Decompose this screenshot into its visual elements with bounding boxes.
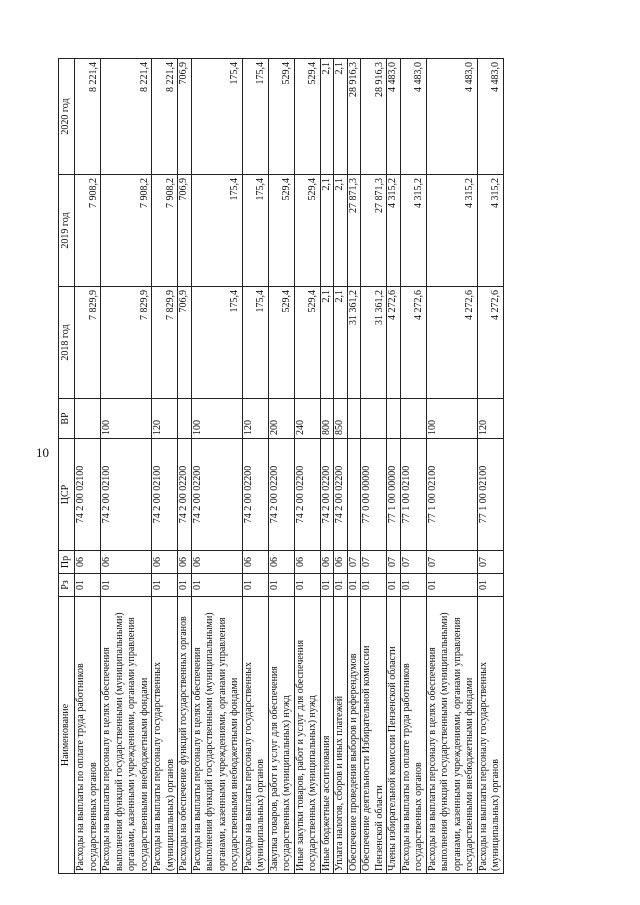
row-2020: 8 221,4 [75, 59, 101, 175]
row-name: Уплата налогов, сборов и иных платежей [334, 597, 348, 874]
page-number: 10 [36, 445, 49, 460]
row-name: Расходы на выплаты по оплате труда работников государственных органов [75, 597, 101, 874]
row-2020: 4 483,0 [400, 59, 426, 175]
row-pr: 06 [294, 551, 320, 574]
row-2020: 529,4 [294, 59, 320, 175]
row-2018: 2,1 [320, 287, 334, 399]
row-vr: 120 [242, 399, 268, 439]
row-2019: 706,9 [178, 175, 192, 287]
row-2019: 2,1 [320, 175, 334, 287]
table-row [320, 59, 334, 874]
table-row [268, 59, 294, 874]
row-2019: 7 908,2 [75, 175, 101, 287]
row-csr: 74 2 00 02100 [75, 439, 101, 551]
row-vr [387, 399, 401, 439]
row-vr [178, 399, 192, 439]
row-2019: 2,1 [334, 175, 348, 287]
row-csr: 74 2 00 02200 [294, 439, 320, 551]
row-pr: 06 [320, 551, 334, 574]
row-name: Закупка товаров, работ и услуг для обеспечения государственных (муниципальных) нужд [268, 597, 294, 874]
row-name: Иные закупки товаров, работ и услуг для обеспечения государственных (муниципальных) нужд [294, 597, 320, 874]
row-2020: 8 221,4 [152, 59, 178, 175]
row-vr: 120 [152, 399, 178, 439]
row-rz: 01 [191, 574, 242, 597]
row-vr: 850 [334, 399, 348, 439]
row-2018: 529,4 [294, 287, 320, 399]
row-rz: 01 [400, 574, 426, 597]
row-2019: 27 871,3 [361, 175, 387, 287]
row-csr: 77 0 00 00000 [361, 439, 387, 551]
row-rz: 01 [426, 574, 477, 597]
row-2018: 31 361,2 [361, 287, 387, 399]
row-csr: 77 1 00 00000 [387, 439, 401, 551]
row-2019: 4 315,2 [477, 175, 503, 287]
row-csr: 74 2 00 02200 [242, 439, 268, 551]
header-csr: ЦСР [59, 439, 75, 551]
row-2020: 28 916,3 [347, 59, 361, 175]
row-name: Иные бюджетные ассигнования [320, 597, 334, 874]
row-rz: 01 [387, 574, 401, 597]
row-2020: 2,1 [334, 59, 348, 175]
row-name: Расходы на выплаты персоналу в целях обеспечения выполнения функций государственными (муниципальными) органами, казенными учреждениями, органами управления государственными внебюджетными фондами [101, 597, 152, 874]
table-row [477, 59, 503, 874]
row-vr: 200 [268, 399, 294, 439]
row-2019: 175,4 [242, 175, 268, 287]
row-rz: 01 [242, 574, 268, 597]
row-2020: 8 221,4 [101, 59, 152, 175]
row-vr: 100 [426, 399, 477, 439]
row-pr: 06 [242, 551, 268, 574]
table-header-row [59, 59, 75, 874]
row-2019: 175,4 [191, 175, 242, 287]
row-2020: 706,9 [178, 59, 192, 175]
row-pr: 07 [347, 551, 361, 574]
header-name: Наименование [59, 597, 75, 874]
row-pr: 06 [178, 551, 192, 574]
row-2019: 4 315,2 [426, 175, 477, 287]
row-name: Расходы на выплаты по оплате труда работников государственных органов [400, 597, 426, 874]
table-row [426, 59, 477, 874]
row-pr: 07 [426, 551, 477, 574]
table-row [242, 59, 268, 874]
row-2019: 4 315,2 [400, 175, 426, 287]
row-pr: 06 [268, 551, 294, 574]
row-pr: 06 [334, 551, 348, 574]
row-2019: 7 908,2 [101, 175, 152, 287]
row-pr: 07 [387, 551, 401, 574]
row-2018: 529,4 [268, 287, 294, 399]
row-vr: 800 [320, 399, 334, 439]
row-2018: 4 272,6 [387, 287, 401, 399]
row-csr: 74 2 00 02100 [152, 439, 178, 551]
table-row [400, 59, 426, 874]
row-2019: 7 908,2 [152, 175, 178, 287]
row-pr: 07 [361, 551, 387, 574]
row-name: Члены избирательной комиссии Пензенской области [387, 597, 401, 874]
row-2020: 175,4 [191, 59, 242, 175]
row-2020: 4 483,0 [387, 59, 401, 175]
table-row [347, 59, 361, 874]
row-2018: 2,1 [334, 287, 348, 399]
row-rz: 01 [75, 574, 101, 597]
row-vr: 100 [101, 399, 152, 439]
row-rz: 01 [152, 574, 178, 597]
row-name: Расходы на выплаты персоналу государственных (муниципальных) органов [242, 597, 268, 874]
row-csr: 74 2 00 02200 [334, 439, 348, 551]
header-2019: 2019 год [59, 175, 75, 287]
table-row [361, 59, 387, 874]
header-vr: ВР [59, 399, 75, 439]
table-row [178, 59, 192, 874]
row-2019: 529,4 [294, 175, 320, 287]
row-2019: 529,4 [268, 175, 294, 287]
row-2018: 31 361,2 [347, 287, 361, 399]
row-2018: 4 272,6 [477, 287, 503, 399]
table-row [152, 59, 178, 874]
table-row [334, 59, 348, 874]
row-2018: 175,4 [242, 287, 268, 399]
row-2019: 4 315,2 [387, 175, 401, 287]
row-2020: 28 916,3 [361, 59, 387, 175]
row-csr: 74 2 00 02200 [178, 439, 192, 551]
row-pr: 06 [75, 551, 101, 574]
row-csr [347, 439, 361, 551]
row-vr [347, 399, 361, 439]
row-pr: 07 [477, 551, 503, 574]
row-rz: 01 [361, 574, 387, 597]
row-vr: 240 [294, 399, 320, 439]
row-vr [361, 399, 387, 439]
table-row [387, 59, 401, 874]
row-2018: 175,4 [191, 287, 242, 399]
header-rz: Рз [59, 574, 75, 597]
row-vr [75, 399, 101, 439]
header-pr: Пр [59, 551, 75, 574]
row-pr: 07 [400, 551, 426, 574]
row-name: Расходы на выплаты персоналу в целях обеспечения выполнения функций государственными (муниципальными) органами, казенными учреждениями, органами управления государственными внебюджетными фондами [191, 597, 242, 874]
row-vr [400, 399, 426, 439]
row-csr: 74 2 00 02200 [320, 439, 334, 551]
row-rz: 01 [268, 574, 294, 597]
table-row [75, 59, 101, 874]
row-csr: 74 2 00 02200 [268, 439, 294, 551]
row-rz: 01 [101, 574, 152, 597]
row-rz: 01 [294, 574, 320, 597]
row-name: Расходы на выплаты персоналу государственных (муниципальных) органов [477, 597, 503, 874]
table-row [101, 59, 152, 874]
row-2018: 4 272,6 [400, 287, 426, 399]
row-name: Расходы на выплаты персоналу в целях обеспечения выполнения функций государственными (муниципальными) органами, казенными учреждениями, органами управления государственными внебюджетными фондами [426, 597, 477, 874]
row-csr: 74 2 00 02100 [101, 439, 152, 551]
row-rz: 01 [178, 574, 192, 597]
row-rz: 01 [347, 574, 361, 597]
budget-table [58, 58, 504, 874]
row-2020: 175,4 [242, 59, 268, 175]
row-csr: 74 2 00 02200 [191, 439, 242, 551]
rotated-table-container [58, 59, 618, 874]
row-rz: 01 [320, 574, 334, 597]
row-name: Обеспечение деятельности Избирательной комиссии Пензенской области [361, 597, 387, 874]
row-2020: 4 483,0 [477, 59, 503, 175]
row-2018: 7 829,9 [75, 287, 101, 399]
row-csr: 77 1 00 02100 [400, 439, 426, 551]
row-name: Обеспечение проведения выборов и референдумов [347, 597, 361, 874]
header-2018: 2018 год [59, 287, 75, 399]
table-row [191, 59, 242, 874]
row-2020: 529,4 [268, 59, 294, 175]
row-2020: 2,1 [320, 59, 334, 175]
row-name: Расходы на обеспечение функций государственных органов [178, 597, 192, 874]
row-vr: 100 [191, 399, 242, 439]
row-vr: 120 [477, 399, 503, 439]
row-pr: 06 [101, 551, 152, 574]
header-2020: 2020 год [59, 59, 75, 175]
table-row [294, 59, 320, 874]
row-name: Расходы на выплаты персоналу государственных (муниципальных) органов [152, 597, 178, 874]
row-pr: 06 [152, 551, 178, 574]
row-rz: 01 [334, 574, 348, 597]
row-2019: 27 871,3 [347, 175, 361, 287]
row-2018: 7 829,9 [101, 287, 152, 399]
row-pr: 06 [191, 551, 242, 574]
row-2018: 7 829,9 [152, 287, 178, 399]
row-rz: 01 [477, 574, 503, 597]
row-csr: 77 1 00 02100 [477, 439, 503, 551]
row-2018: 4 272,6 [426, 287, 477, 399]
row-2018: 706,9 [178, 287, 192, 399]
row-csr: 77 1 00 02100 [426, 439, 477, 551]
row-2020: 4 483,0 [426, 59, 477, 175]
